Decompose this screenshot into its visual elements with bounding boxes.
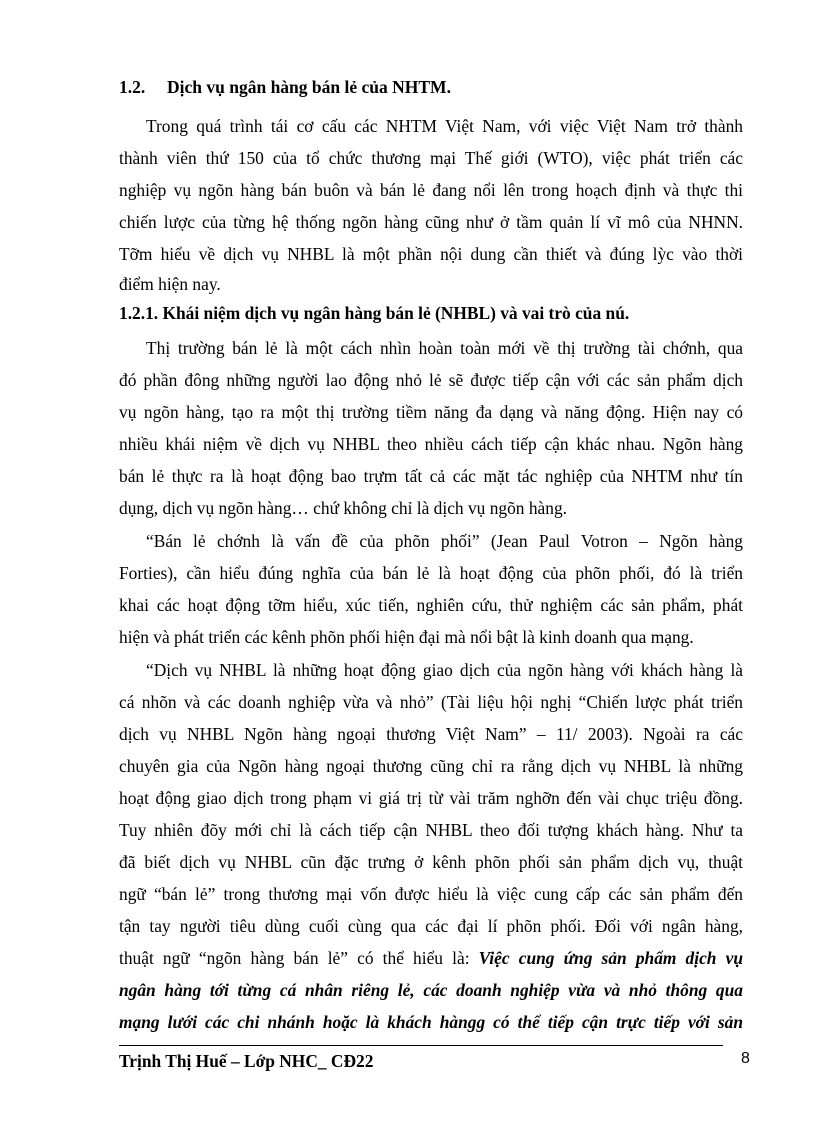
paragraph-line: đã biết dịch vụ NHBL cũn đặc trưng ở kênh phõn phối sản phẩm dịch vụ, thuật [119,852,743,872]
paragraph-line: cá nhõn và các doanh nghiệp vừa và nhỏ” (Tài liệu hội nghị “Chiến lược phát triển [119,692,743,712]
paragraph-line: ngữ “bán lẻ” trong thương mại vốn được hiểu là việc cung cấp các sản phẩm đến [119,884,743,904]
paragraph-line: điểm hiện nay. [119,274,221,294]
page-number: 8 [741,1050,750,1067]
paragraph-line: “Bán lẻ chớnh là vấn đề của phõn phối” (Jean Paul Votron – Ngõn hàng [146,531,743,551]
emphasis-line: ngân hàng tới từng cá nhân riêng lẻ, các doanh nghiệp vừa và nhỏ thông qua [119,980,743,1000]
paragraph-line: nhiều khái niệm về dịch vụ NHBL theo nhiều cách tiếp cận khác nhau. Ngõn hàng [119,434,743,454]
paragraph-line: dụng, dịch vụ ngõn hàng… chứ không chỉ là dịch vụ ngõn hàng. [119,498,567,518]
paragraph-line: “Dịch vụ NHBL là những hoạt động giao dịch của ngõn hàng với khách hàng là [146,660,743,680]
paragraph-line: dịch vụ NHBL Ngõn hàng ngoại thương Việt Nam” – 11/ 2003). Ngoài ra các [119,724,743,744]
paragraph-line: tận tay người tiêu dùng cuối cùng qua các đại lí phõn phối. Đối với ngân hàng, [119,916,743,936]
paragraph-line: hoạt động giao dịch trong phạm vi giá trị từ vài trăm nghỡn đến vài chục triệu đồng. [119,788,743,808]
paragraph-line: khai các hoạt động tỡm hiểu, xúc tiến, nghiên cứu, thử nghiệm các sản phẩm, phát [119,595,743,615]
paragraph-line: chuyên gia của Ngõn hàng ngoại thương cũng chỉ ra rằng dịch vụ NHBL là những [119,756,743,776]
subsection-heading: 1.2.1. Khái niệm dịch vụ ngân hàng bán lẻ (NHBL) và vai trò của nú. [119,303,630,323]
section-title: Dịch vụ ngân hàng bán lẻ của NHTM. [167,77,451,97]
footer-divider [119,1045,723,1046]
paragraph-line: đó phần đông những người lao động nhỏ lẻ sẽ được tiếp cận với các sản phẩm dịch [119,370,743,390]
paragraph-line: Forties), cần hiểu đúng nghĩa của bán lẻ là hoạt động của phõn phối, đó là triển [119,563,743,583]
footer-author: Trịnh Thị Huế – Lớp NHC_ CĐ22 [119,1051,374,1071]
paragraph-line: Tỡm hiểu về dịch vụ NHBL là một phần nội dung cần thiết và đúng lỳc vào thời [119,244,743,264]
paragraph-line: nghiệp vụ ngõn hàng bán buôn và bán lẻ đang nổi lên trong hoạch định và thực thi [119,180,743,200]
paragraph-line: hiện và phát triển các kênh phõn phối hiện đại mà nổi bật là kinh doanh qua mạng. [119,627,694,647]
paragraph-line: Thị trường bán lẻ là một cách nhìn hoàn toàn mới về thị trường tài chớnh, qua [146,338,743,358]
paragraph-line: vụ ngõn hàng, tạo ra một thị trường tiềm năng đa dạng và năng động. Hiện nay có [119,402,743,422]
paragraph-line: bán lẻ thực ra là hoạt động bao trựm tất cả các mặt tác nghiệp của NHTM như tín [119,466,743,486]
paragraph-line: thành viên thứ 150 của tổ chức thương mại Thế giới (WTO), việc phát triển các [119,148,743,168]
paragraph-line: chiến lược của từng hệ thống ngõn hàng cũng như ở tầm quản lí vĩ mô của NHNN. [119,212,743,232]
paragraph-line [119,947,743,969]
section-number: 1.2. [119,77,146,97]
paragraph-text: thuật ngữ “ngõn hàng bán lẻ” có thể hiểu là: [119,948,479,968]
emphasis-text: Việc cung ứng sản phẩm dịch vụ [478,948,744,968]
emphasis-line: mạng lưới các chi nhánh hoặc là khách hàngg có thể tiếp cận trực tiếp với sản [119,1012,743,1032]
paragraph-line: Trong quá trình tái cơ cấu các NHTM Việt Nam, với việc Việt Nam trở thành [146,116,743,136]
paragraph-line: Tuy nhiên đõy mới chỉ là cách tiếp cận NHBL theo đối tượng khách hàng. Như ta [119,820,743,840]
section-heading [119,77,451,98]
